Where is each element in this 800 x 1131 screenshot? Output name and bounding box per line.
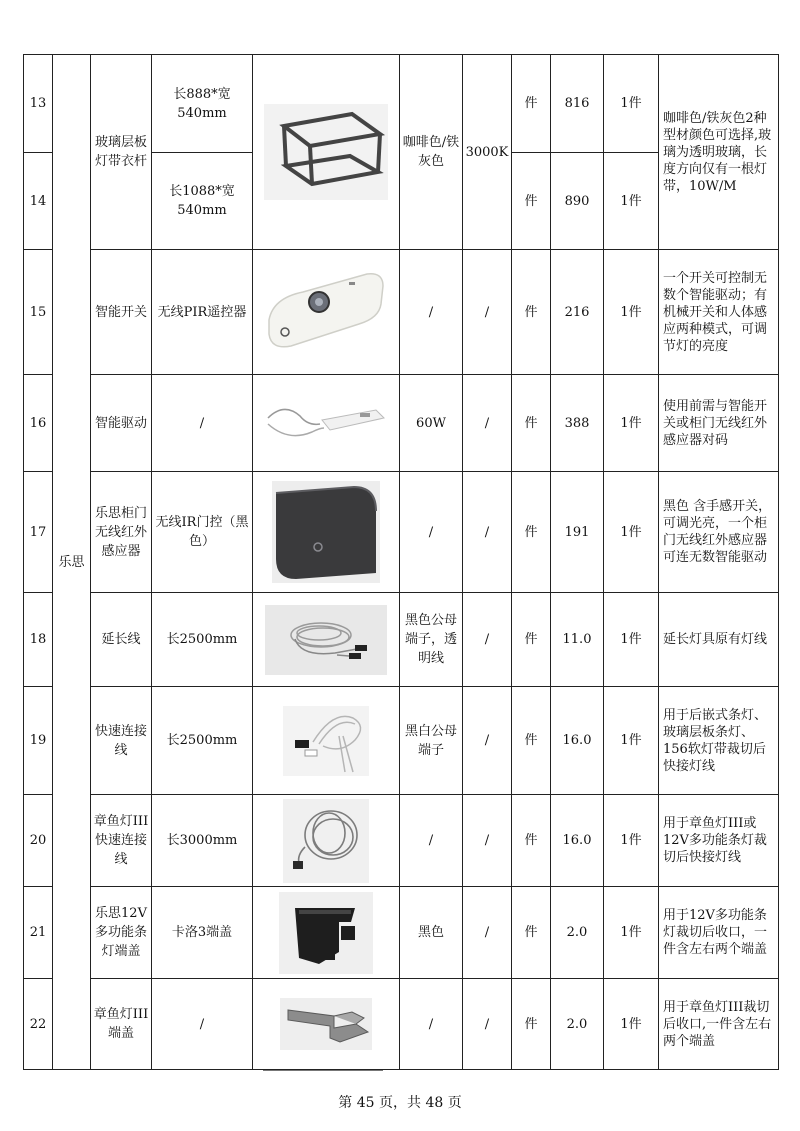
row-number: 16 <box>24 375 53 472</box>
product-image-quick-connect-cable <box>253 687 400 795</box>
row-number: 21 <box>24 887 53 979</box>
unit: 件 <box>512 887 551 979</box>
product-name: 玻璃层板灯带衣杆 <box>91 55 152 250</box>
product-name: 延长线 <box>91 593 152 687</box>
product-image-octopus-cable <box>253 795 400 887</box>
product-spec: 无线IR门控（黑色） <box>152 472 253 593</box>
product-image-end-cap-metal <box>253 979 400 1070</box>
footer-divider <box>263 1070 383 1071</box>
color-temperature: / <box>463 887 512 979</box>
product-spec: 长2500mm <box>152 593 253 687</box>
product-image-smart-driver <box>253 375 400 472</box>
quick-connect-cable-icon <box>283 706 369 776</box>
quantity: 1件 <box>604 887 659 979</box>
unit: 件 <box>512 795 551 887</box>
unit: 件 <box>512 593 551 687</box>
product-name: 章鱼灯III端盖 <box>91 979 152 1070</box>
product-image-end-cap-black <box>253 887 400 979</box>
product-color: 黑色 <box>400 887 463 979</box>
quantity: 1件 <box>604 979 659 1070</box>
color-temperature: / <box>463 250 512 375</box>
end-cap-metal-icon <box>280 998 372 1050</box>
color-temperature: / <box>463 472 512 593</box>
glass-shelf-light-rack-icon <box>264 104 388 200</box>
table-row <box>24 795 779 887</box>
quantity: 1件 <box>604 55 659 153</box>
price: 816 <box>551 55 604 153</box>
unit: 件 <box>512 250 551 375</box>
product-name: 智能开关 <box>91 250 152 375</box>
product-spec: 长2500mm <box>152 687 253 795</box>
product-spec: 长3000mm <box>152 795 253 887</box>
row-number: 15 <box>24 250 53 375</box>
note: 用于后嵌式条灯、玻璃层板条灯、156软灯带裁切后快接灯线 <box>659 687 779 795</box>
smart-switch-icon <box>263 262 389 362</box>
quantity: 1件 <box>604 687 659 795</box>
product-name: 快速连接线 <box>91 687 152 795</box>
unit: 件 <box>512 55 551 153</box>
price: 191 <box>551 472 604 593</box>
quantity: 1件 <box>604 375 659 472</box>
product-color: 黑白公母端子 <box>400 687 463 795</box>
product-color: / <box>400 472 463 593</box>
brand-cell: 乐思 <box>53 55 91 1070</box>
note: 黑色 含手感开关，可调光亮，一个柜门无线红外感应器可连无数智能驱动 <box>659 472 779 593</box>
unit: 件 <box>512 375 551 472</box>
row-number: 22 <box>24 979 53 1070</box>
price: 2.0 <box>551 887 604 979</box>
quantity: 1件 <box>604 472 659 593</box>
product-color: / <box>400 250 463 375</box>
product-image-smart-switch <box>253 250 400 375</box>
note: 用于章鱼灯III裁切后收口,一件含左右两个端盖 <box>659 979 779 1070</box>
price: 216 <box>551 250 604 375</box>
product-name: 乐思12V多功能条灯端盖 <box>91 887 152 979</box>
price: 2.0 <box>551 979 604 1070</box>
product-color: / <box>400 979 463 1070</box>
product-color: / <box>400 795 463 887</box>
product-color: 60W <box>400 375 463 472</box>
table-row <box>24 375 779 472</box>
unit: 件 <box>512 472 551 593</box>
table-row <box>24 687 779 795</box>
color-temperature: / <box>463 593 512 687</box>
note: 用于章鱼灯III或12V多功能条灯裁切后快接灯线 <box>659 795 779 887</box>
table-row <box>24 887 779 979</box>
ir-door-sensor-icon <box>272 481 380 583</box>
row-number: 18 <box>24 593 53 687</box>
product-spec: 长1088*宽540mm <box>152 153 253 250</box>
table-row <box>24 593 779 687</box>
color-temperature: 3000K <box>463 55 512 250</box>
note: 延长灯具原有灯线 <box>659 593 779 687</box>
table-row <box>24 250 779 375</box>
product-spec: / <box>152 979 253 1070</box>
product-spec: 卡洛3端盖 <box>152 887 253 979</box>
color-temperature: / <box>463 795 512 887</box>
product-color: 黑色公母端子，透明线 <box>400 593 463 687</box>
table-row <box>24 55 779 153</box>
page-footer: 第 45 页，共 48 页 <box>338 1095 462 1111</box>
price: 16.0 <box>551 795 604 887</box>
extension-cable-icon <box>265 605 387 675</box>
product-image-ir-door-sensor <box>253 472 400 593</box>
octopus-cable-icon <box>283 799 369 883</box>
product-name: 智能驱动 <box>91 375 152 472</box>
smart-driver-icon <box>264 398 388 448</box>
row-number: 19 <box>24 687 53 795</box>
table-row <box>24 979 779 1070</box>
product-name: 章鱼灯III快速连接线 <box>91 795 152 887</box>
price: 16.0 <box>551 687 604 795</box>
price: 388 <box>551 375 604 472</box>
unit: 件 <box>512 687 551 795</box>
unit: 件 <box>512 153 551 250</box>
color-temperature: / <box>463 375 512 472</box>
row-number: 14 <box>24 153 53 250</box>
product-color: 咖啡色/铁灰色 <box>400 55 463 250</box>
quantity: 1件 <box>604 153 659 250</box>
table-row <box>24 472 779 593</box>
quantity: 1件 <box>604 593 659 687</box>
note: 使用前需与智能开关或柜门无线红外感应器对码 <box>659 375 779 472</box>
row-number: 20 <box>24 795 53 887</box>
quantity: 1件 <box>604 795 659 887</box>
product-spec: 长888*宽540mm <box>152 55 253 153</box>
note: 咖啡色/铁灰色2种型材颜色可选择,玻璃为透明玻璃，长度方向仅有一根灯带，10W/M <box>659 55 779 250</box>
product-name: 乐思柜门无线红外感应器 <box>91 472 152 593</box>
row-number: 17 <box>24 472 53 593</box>
price: 11.0 <box>551 593 604 687</box>
product-spec: / <box>152 375 253 472</box>
note: 一个开关可控制无数个智能驱动；有机械开关和人体感应两种模式，可调节灯的亮度 <box>659 250 779 375</box>
product-table <box>23 54 779 1070</box>
product-image-extension-cable <box>253 593 400 687</box>
note: 用于12V多功能条灯裁切后收口，一件含左右两个端盖 <box>659 887 779 979</box>
row-number: 13 <box>24 55 53 153</box>
product-spec: 无线PIR遥控器 <box>152 250 253 375</box>
color-temperature: / <box>463 687 512 795</box>
quantity: 1件 <box>604 250 659 375</box>
end-cap-black-icon <box>279 892 373 974</box>
unit: 件 <box>512 979 551 1070</box>
price: 890 <box>551 153 604 250</box>
color-temperature: / <box>463 979 512 1070</box>
product-image-glass-shelf-light-rack <box>253 55 400 250</box>
